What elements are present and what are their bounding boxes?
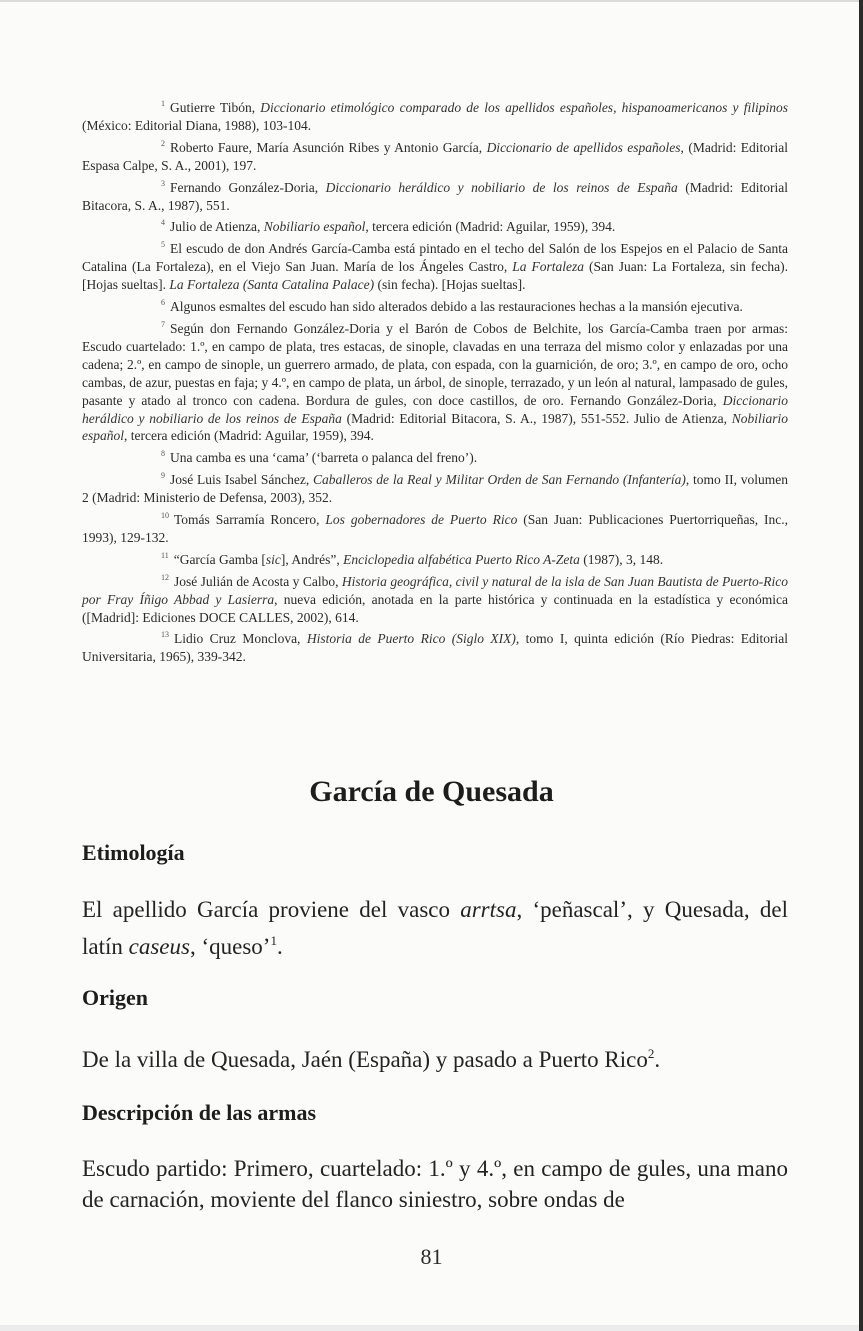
- footnote-number: 5: [161, 240, 165, 250]
- footnote: [82, 547, 788, 569]
- text-run: .: [276, 934, 283, 959]
- heading-etimologia: Etimología: [82, 840, 185, 865]
- text-run: De la villa de Quesada, Jaén (España) y pasado a Puerto Rico: [82, 1047, 648, 1072]
- text-run: Lidio Cruz Monclova,: [174, 631, 307, 647]
- footnote: [82, 294, 788, 316]
- italic-title: Caballeros de la Real y Militar Orden de San Fernando (Infantería): [313, 472, 686, 488]
- text-run: José Luis Isabel Sánchez,: [170, 472, 314, 488]
- top-edge: [0, 0, 859, 2]
- text-run: (sin fecha). [Hojas sueltas].: [374, 277, 526, 293]
- footnote-reference: 2: [647, 1046, 655, 1061]
- text-run: .: [654, 1047, 661, 1072]
- footnote: [82, 95, 788, 135]
- footnote-number: 12: [161, 572, 169, 582]
- page-title: García de Quesada: [309, 775, 554, 808]
- text-run: , tomo II, volumen 2 (Madrid: Ministerio de Defensa, 2003), 352.: [82, 472, 788, 506]
- text-run: (Madrid: Editorial Bitacora, S. A., 1987), 551.: [82, 179, 788, 213]
- heading-origen: Origen: [82, 985, 148, 1010]
- italic-title: Historia geográfica, civil y natural de la isla de San Juan Bautista de Puerto-Rico por Fray Íñigo Abbad y Lasierra: [82, 573, 788, 607]
- italic-title: Enciclopedia alfabética Puerto Rico A-Zeta: [343, 551, 580, 567]
- footnote-number: 10: [161, 511, 169, 521]
- text-run: ], Andrés”,: [280, 551, 344, 567]
- italic-title: Diccionario etimológico comparado de los apellidos españoles, hispanoamericanos y filipinos: [260, 100, 788, 115]
- heading-descripcion-armas: Descripción de las armas: [82, 1100, 317, 1125]
- origen-paragraph: [82, 1038, 788, 1075]
- text-run: Julio de Atienza,: [170, 219, 264, 235]
- footnote-number: 2: [161, 138, 165, 148]
- etimologia-paragraph: [82, 894, 788, 962]
- text-run: (San Juan: Publicaciones Puertorriqueñas, Inc., 1993), 129-132.: [82, 512, 788, 545]
- text-run: , (Madrid: Editorial Espasa Calpe, S. A., 2001), 197.: [82, 139, 788, 173]
- footnote-number: 8: [161, 449, 165, 459]
- italic-title: Diccionario heráldico y nobiliario de los reinos de España: [325, 179, 678, 195]
- footnote: [82, 135, 788, 175]
- footnote-number: 7: [161, 319, 165, 329]
- text-run: Roberto Faure, María Asunción Ribes y Antonio García,: [170, 139, 487, 155]
- text-run: Según don Fernando González-Doria y el Barón de Cobos de Belchite, los García-Camba traen por armas: Escudo cuartelado: 1.º, en campo de plata, tres estacas, de sinople, clavadas en una terraza del mismo color y enlazadas por una cadena; 2.º, en campo de sinople, un guerrero armado, de plata, con espada, con la guarnición, de oro; 3.º, en campo de oro, ocho cambas, de azur, puestas en faja; y 4.º, en campo de plata, un árbol, de sinople, terrazado, y un león al natural, lampasado de gules, pasante y atado al tronco con cadena. Bordura de gules, con doce castillos, de oro. Fernando González-Doria,: [82, 320, 788, 408]
- text-run: , tercera edición (Madrid: Aguilar, 1959), 394.: [124, 428, 374, 444]
- footnote-number: 13: [161, 630, 169, 640]
- text-run: Algunos esmaltes del escudo han sido alterados debido a las restauraciones hechas a la mansión ejecutiva.: [170, 299, 743, 315]
- footnote-reference: 1: [270, 933, 277, 948]
- text-run: (México: Editorial Diana, 1988), 103-104.: [82, 117, 312, 133]
- text-run: El escudo de don Andrés García-Camba está pintado en el techo del Salón de los Espejos en el Palacio de Santa Catalina (La Fortaleza), en el Viejo San Juan. María de los Ángeles Castro,: [82, 241, 788, 275]
- italic-title: Diccionario heráldico y nobiliario de los reinos de España: [82, 392, 788, 426]
- italic-title: Nobiliario español: [263, 219, 366, 235]
- text-run: Escudo partido: Primero, cuartelado: 1.º y 4.º, en campo de gules, una mano de carnación, moviente del flanco siniestro, sobre ondas de: [82, 1156, 788, 1212]
- footnote: [82, 507, 788, 547]
- page-number: 81: [420, 1244, 443, 1269]
- text-run: (1987), 3, 148.: [579, 551, 664, 567]
- footnote: [82, 445, 788, 467]
- text-run: , tomo I, quinta edición (Río Piedras: Editorial Universitaria, 1965), 339-342.: [82, 631, 788, 665]
- text-run: , nueva edición, anotada en la parte histórica y continuada en la estadística y económica ([Madrid]: Ediciones DOCE CALLES, 2002), 614.: [82, 591, 788, 625]
- text-run: Gutierre Tibón,: [170, 100, 261, 115]
- text-run: Fernando González-Doria,: [170, 179, 326, 195]
- text-run: , tercera edición (Madrid: Aguilar, 1959), 394.: [365, 219, 616, 235]
- text-run: El apellido García proviene del vasco: [82, 897, 461, 922]
- text-run: , ‘queso’: [189, 934, 271, 959]
- footnote-number: 6: [161, 298, 165, 308]
- text-run: , ‘peñascal’, y Quesada, del latín: [82, 897, 788, 959]
- armas-paragraph: [82, 1153, 788, 1215]
- footnote-number: 4: [161, 218, 165, 228]
- footnote: [82, 316, 788, 445]
- text-run: Tomás Sarramía Roncero,: [174, 512, 326, 528]
- italic-title: sic: [265, 551, 281, 567]
- footnote: [82, 175, 788, 215]
- italic-title: arrtsa: [460, 897, 517, 922]
- text-run: Una camba es una ‘cama’ (‘barreta o palanca del freno’).: [170, 450, 478, 466]
- text-run: (San Juan: La Fortaleza, sin fecha). [Hojas sueltas].: [82, 259, 788, 293]
- italic-title: La Fortaleza: [512, 259, 585, 275]
- text-run: (Madrid: Editorial Bitacora, S. A., 1987), 551-552. Julio de Atienza,: [341, 410, 732, 426]
- footnote-number: 1: [161, 99, 165, 108]
- footnote-number: 9: [161, 471, 165, 481]
- footnote: [82, 236, 788, 294]
- footnote: [82, 214, 788, 236]
- footnote: [82, 626, 788, 666]
- text-run: “García Gamba [: [173, 551, 266, 567]
- footnote-number: 3: [161, 178, 165, 188]
- italic-title: La Fortaleza (Santa Catalina Palace): [169, 277, 375, 293]
- footnote: [82, 467, 788, 507]
- footnote-number: 11: [161, 550, 169, 560]
- italic-title: Diccionario de apellidos españoles: [486, 139, 681, 155]
- footnote: [82, 569, 788, 627]
- italic-title: Los gobernadores de Puerto Rico: [325, 512, 518, 528]
- italic-title: Historia de Puerto Rico (Siglo XIX): [306, 631, 516, 647]
- footnotes-section: [82, 95, 788, 666]
- italic-title: Nobiliario español: [82, 410, 788, 444]
- italic-title: caseus: [128, 934, 190, 959]
- bottom-edge: [0, 1325, 859, 1331]
- text-run: José Julián de Acosta y Calbo,: [174, 573, 342, 589]
